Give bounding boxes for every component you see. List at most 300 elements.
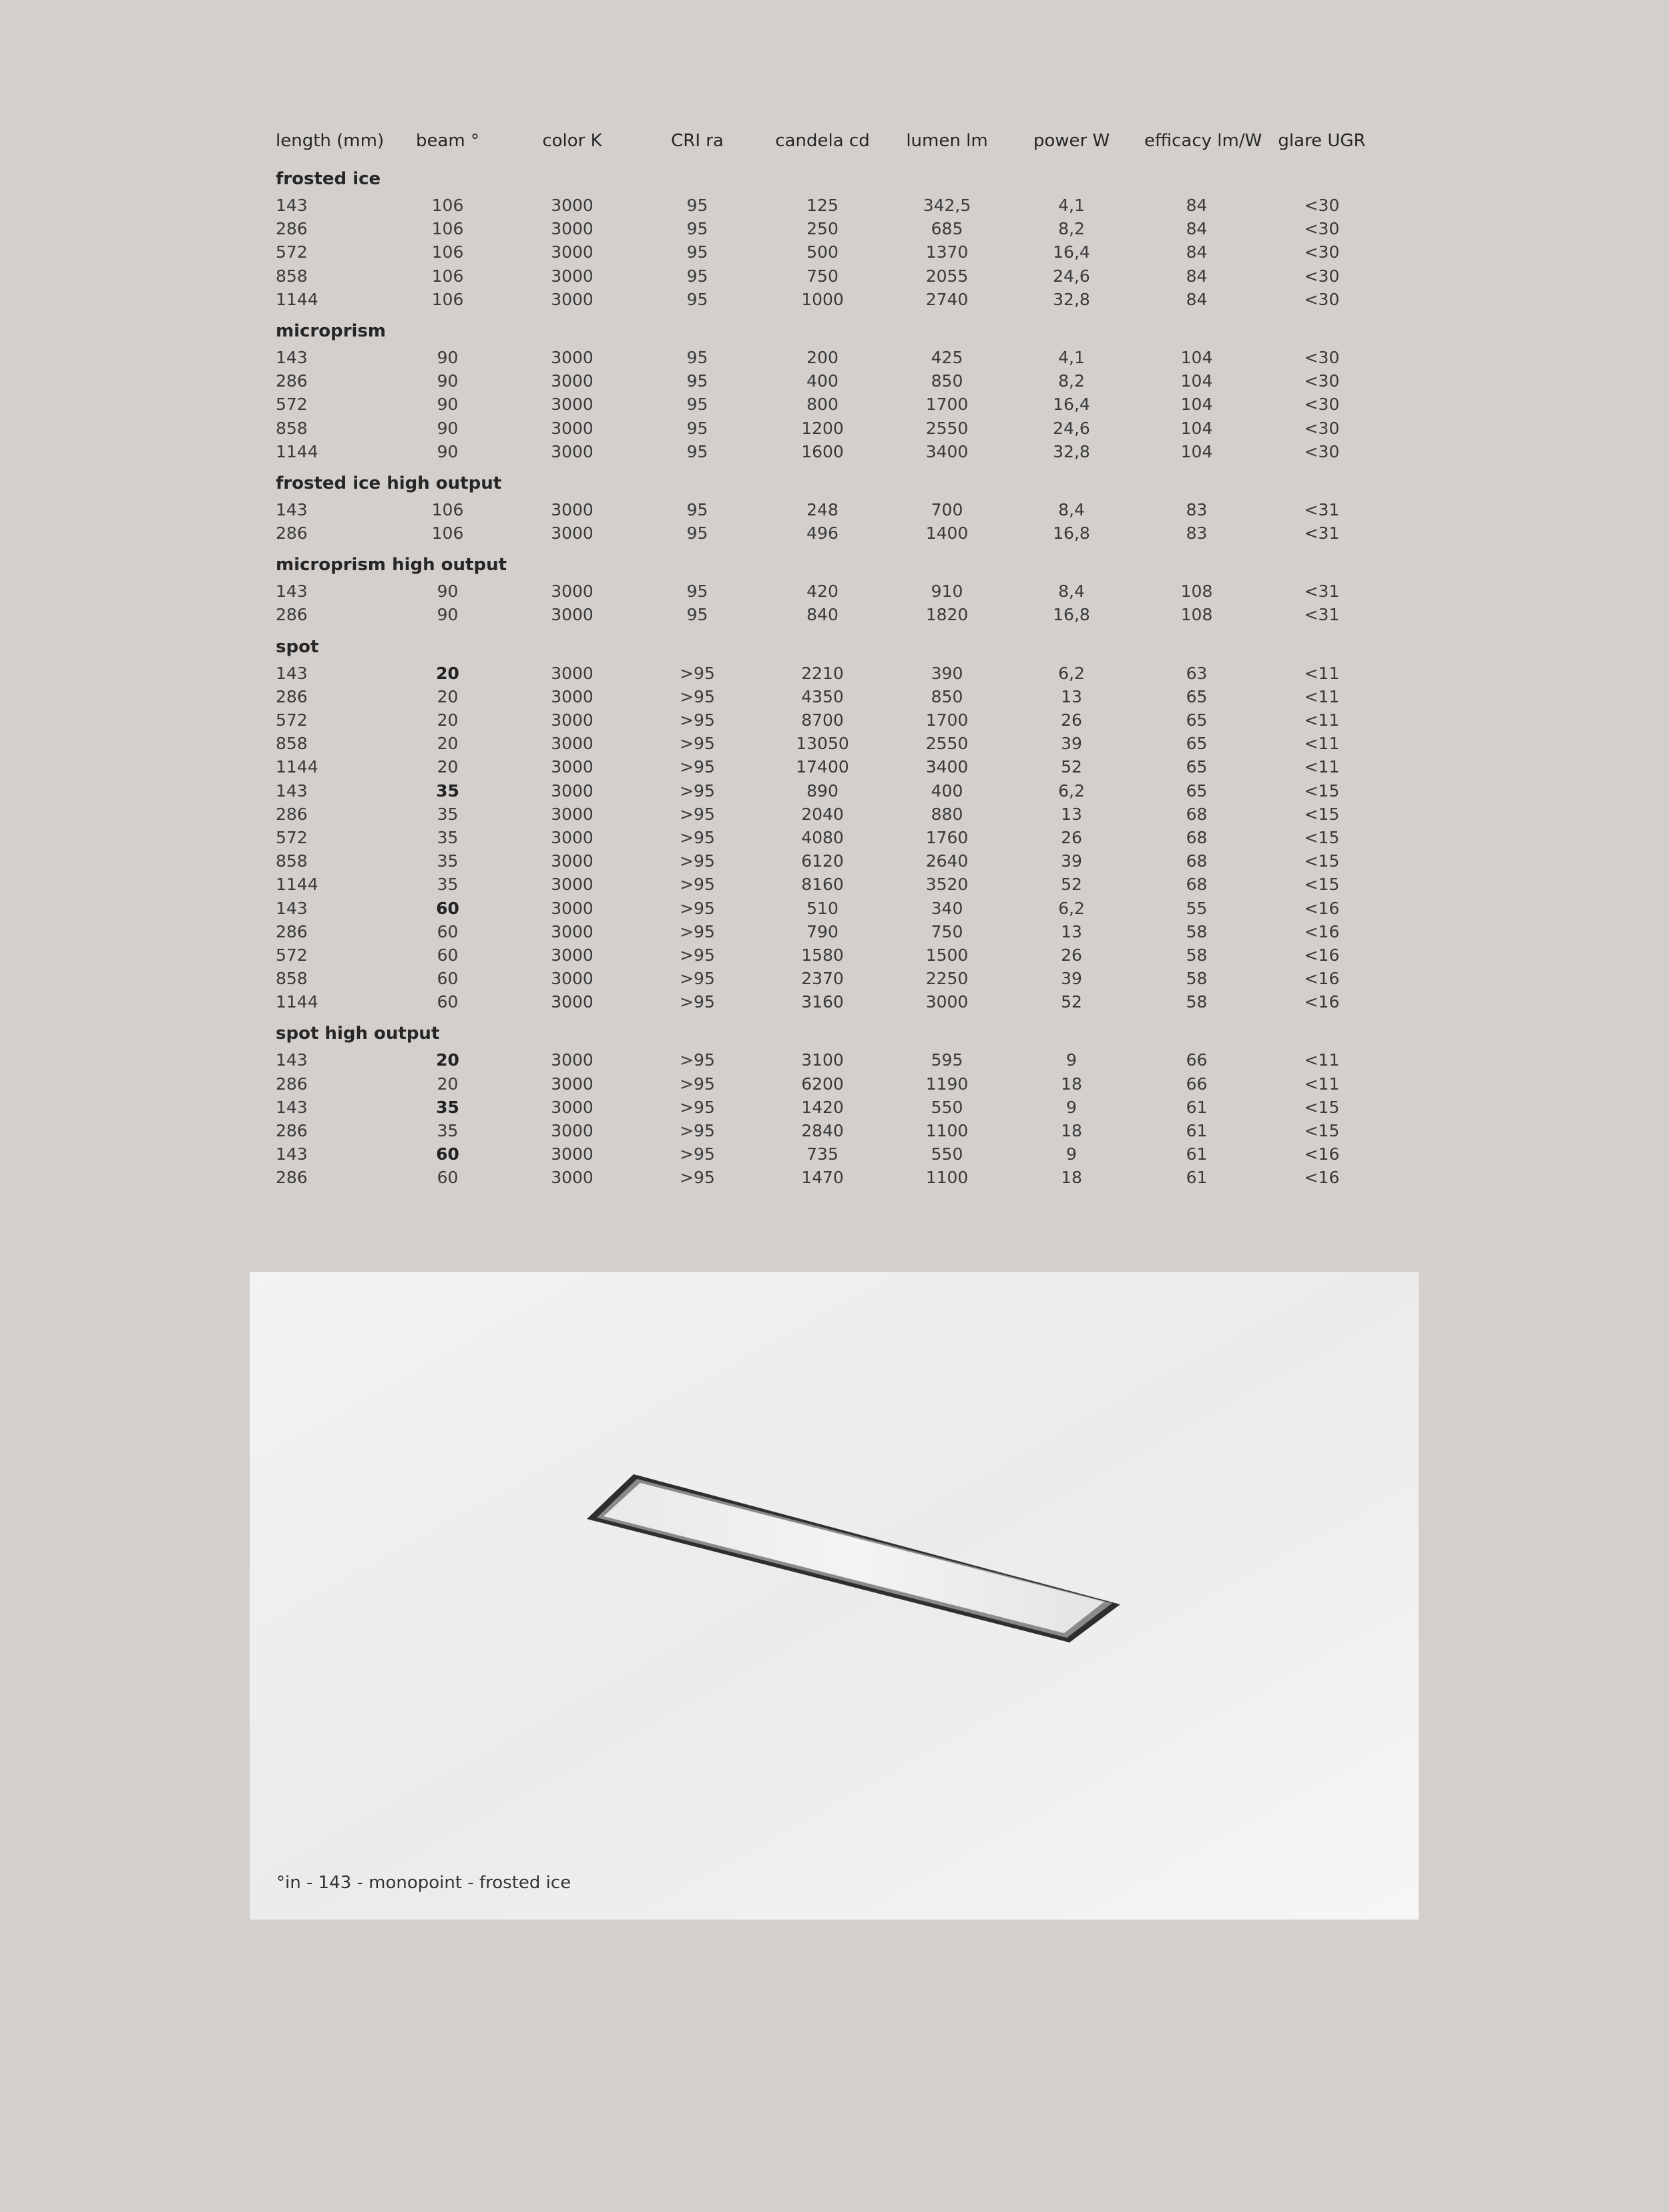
table-cell: 496 — [806, 523, 839, 543]
table-cell: 3000 — [551, 686, 593, 706]
table-cell: 3000 — [551, 289, 593, 309]
table-cell: 3400 — [925, 757, 969, 777]
table-cell: 6120 — [801, 851, 844, 871]
table-cell: 340 — [931, 898, 963, 918]
table-cell: >95 — [680, 1144, 715, 1164]
table-cell: 60 — [436, 1144, 459, 1164]
table-cell: <15 — [1304, 827, 1340, 847]
table-cell: 390 — [931, 663, 963, 683]
table-row — [276, 1096, 1391, 1119]
table-cell: <11 — [1304, 1050, 1340, 1070]
table-cell: 2550 — [925, 418, 969, 438]
table-cell: 8,2 — [1058, 371, 1085, 391]
table-cell: 425 — [931, 347, 963, 367]
table-cell: 700 — [931, 499, 963, 519]
table-cell: 3000 — [925, 992, 969, 1012]
table-cell: <30 — [1304, 371, 1340, 391]
table-cell: 572 — [276, 242, 308, 262]
photo-caption: °in - 143 - monopoint - frosted ice — [276, 1873, 571, 1893]
table-cell: 286 — [276, 371, 308, 391]
table-cell: 3520 — [925, 875, 969, 895]
luminaire-illustration — [250, 1272, 1419, 1920]
group-title: spot — [276, 636, 319, 657]
table-cell: 3000 — [551, 945, 593, 965]
table-cell: 3000 — [551, 418, 593, 438]
table-cell: 61 — [1186, 1168, 1208, 1188]
group-title: microprism — [276, 320, 387, 341]
table-row — [276, 920, 1391, 943]
table-row — [276, 1048, 1391, 1072]
table-body — [276, 167, 1391, 1190]
table-cell: 63 — [1186, 663, 1208, 683]
table-cell: <16 — [1304, 921, 1340, 941]
table-cell: 13 — [1061, 804, 1082, 824]
table-row — [276, 685, 1391, 708]
column-header: color K — [542, 131, 602, 151]
table-cell: 1144 — [276, 289, 318, 309]
table-cell: <11 — [1304, 757, 1340, 777]
table-cell: 3000 — [551, 851, 593, 871]
table-cell: 95 — [686, 196, 708, 215]
table-cell: >95 — [680, 734, 715, 754]
table-cell: 13 — [1061, 686, 1082, 706]
table-cell: 3000 — [551, 827, 593, 847]
table-cell: 3000 — [551, 441, 593, 461]
table-cell: 95 — [686, 605, 708, 625]
table-cell: 2210 — [801, 663, 844, 683]
table-cell: 750 — [806, 266, 839, 286]
table-cell: 8700 — [801, 710, 844, 730]
table-cell: 3000 — [551, 804, 593, 824]
spec-table — [276, 126, 1391, 1190]
table-cell: 750 — [931, 921, 963, 941]
column-header: lumen lm — [906, 131, 988, 151]
table-cell: 572 — [276, 945, 308, 965]
table-cell: 858 — [276, 851, 308, 871]
table-cell: 20 — [437, 710, 459, 730]
table-cell: 1000 — [801, 289, 844, 309]
table-cell: 143 — [276, 1050, 308, 1070]
table-cell: 3000 — [551, 266, 593, 286]
table-cell: 550 — [931, 1097, 963, 1117]
table-cell: 3000 — [551, 781, 593, 801]
table-cell: >95 — [680, 969, 715, 989]
table-row — [276, 369, 1391, 393]
table-cell: 58 — [1186, 945, 1208, 965]
table-cell: 1760 — [925, 827, 969, 847]
table-cell: 685 — [931, 219, 963, 239]
table-cell: 104 — [1180, 441, 1213, 461]
table-cell: 1144 — [276, 757, 318, 777]
table-cell: 6,2 — [1058, 663, 1085, 683]
table-cell: 9 — [1066, 1144, 1077, 1164]
table-cell: 572 — [276, 395, 308, 415]
table-cell: 2640 — [925, 851, 969, 871]
table-cell: <15 — [1304, 875, 1340, 895]
table-cell: <30 — [1304, 418, 1340, 438]
table-cell: 143 — [276, 196, 308, 215]
table-cell: <15 — [1304, 804, 1340, 824]
table-cell: 90 — [437, 582, 459, 602]
table-cell: 52 — [1061, 757, 1082, 777]
table-cell: 2040 — [801, 804, 844, 824]
table-row — [276, 603, 1391, 626]
table-cell: 84 — [1186, 242, 1208, 262]
table-cell: 65 — [1186, 686, 1208, 706]
table-cell: 35 — [437, 827, 459, 847]
table-cell: 95 — [686, 289, 708, 309]
table-cell: 35 — [437, 804, 459, 824]
table-cell: <16 — [1304, 898, 1340, 918]
table-cell: 90 — [437, 605, 459, 625]
table-cell: 286 — [276, 1121, 308, 1140]
table-cell: 18 — [1061, 1074, 1082, 1094]
table-cell: >95 — [680, 1121, 715, 1140]
table-cell: 8,2 — [1058, 219, 1085, 239]
table-cell: 90 — [437, 441, 459, 461]
table-row — [276, 1166, 1391, 1189]
table-row — [276, 755, 1391, 779]
table-cell: 58 — [1186, 921, 1208, 941]
table-cell: 106 — [431, 499, 464, 519]
table-cell: >95 — [680, 875, 715, 895]
table-header — [276, 126, 1391, 156]
table-cell: 24,6 — [1053, 266, 1090, 286]
table-cell: 572 — [276, 827, 308, 847]
table-cell: 13 — [1061, 921, 1082, 941]
table-cell: 248 — [806, 499, 839, 519]
table-cell: 3000 — [551, 196, 593, 215]
table-cell: >95 — [680, 663, 715, 683]
table-cell: >95 — [680, 710, 715, 730]
table-cell: 20 — [437, 757, 459, 777]
table-cell: 1500 — [925, 945, 969, 965]
table-cell: 500 — [806, 242, 839, 262]
column-header: CRI ra — [671, 131, 724, 151]
table-cell: 16,8 — [1053, 523, 1090, 543]
table-cell: 84 — [1186, 219, 1208, 239]
table-cell: 1200 — [801, 418, 844, 438]
table-cell: >95 — [680, 781, 715, 801]
table-cell: 286 — [276, 1074, 308, 1094]
table-cell: 17400 — [796, 757, 849, 777]
table-cell: 800 — [806, 395, 839, 415]
table-cell: 68 — [1186, 804, 1208, 824]
table-row — [276, 990, 1391, 1014]
table-cell: 6,2 — [1058, 898, 1085, 918]
table-cell: 60 — [437, 945, 459, 965]
table-cell: <16 — [1304, 1168, 1340, 1188]
table-cell: 24,6 — [1053, 418, 1090, 438]
table-cell: 84 — [1186, 196, 1208, 215]
table-cell: <31 — [1304, 582, 1340, 602]
table-cell: <31 — [1304, 605, 1340, 625]
table-cell: 3000 — [551, 663, 593, 683]
table-cell: 1190 — [925, 1074, 969, 1094]
table-cell: 3000 — [551, 1050, 593, 1070]
table-cell: <15 — [1304, 851, 1340, 871]
table-cell: 3000 — [551, 347, 593, 367]
table-cell: <15 — [1304, 1121, 1340, 1140]
table-cell: 4,1 — [1058, 347, 1085, 367]
table-cell: 20 — [437, 1074, 459, 1094]
table-cell: 95 — [686, 441, 708, 461]
table-row — [276, 826, 1391, 849]
table-cell: 60 — [437, 992, 459, 1012]
group-title: frosted ice high output — [276, 473, 502, 493]
table-cell: 143 — [276, 663, 308, 683]
table-cell: 3000 — [551, 242, 593, 262]
table-cell: 1400 — [925, 523, 969, 543]
table-cell: 3000 — [551, 605, 593, 625]
table-row — [276, 521, 1391, 545]
table-cell: 16,4 — [1053, 395, 1090, 415]
table-cell: 35 — [437, 1121, 459, 1140]
table-cell: 95 — [686, 418, 708, 438]
table-cell: 60 — [437, 921, 459, 941]
table-cell: 90 — [437, 418, 459, 438]
table-cell: >95 — [680, 898, 715, 918]
table-cell: 20 — [437, 734, 459, 754]
table-cell: 858 — [276, 734, 308, 754]
table-row — [276, 217, 1391, 240]
group-title: frosted ice — [276, 169, 381, 189]
table-row — [276, 393, 1391, 416]
table-cell: 106 — [431, 289, 464, 309]
table-cell: 1470 — [801, 1168, 844, 1188]
table-cell: 68 — [1186, 851, 1208, 871]
table-cell: 2250 — [925, 969, 969, 989]
table-cell: 20 — [437, 686, 459, 706]
table-cell: 61 — [1186, 1144, 1208, 1164]
column-header: candela cd — [775, 131, 870, 151]
table-cell: 850 — [931, 371, 963, 391]
table-cell: 61 — [1186, 1097, 1208, 1117]
table-cell: 840 — [806, 605, 839, 625]
column-header: length (mm) — [276, 131, 385, 151]
table-cell: 106 — [431, 242, 464, 262]
table-cell: 8,4 — [1058, 582, 1085, 602]
group-title: spot high output — [276, 1024, 440, 1044]
table-cell: 83 — [1186, 523, 1208, 543]
table-cell: 68 — [1186, 875, 1208, 895]
table-row — [276, 194, 1391, 217]
table-cell: 286 — [276, 921, 308, 941]
table-cell: >95 — [680, 1074, 715, 1094]
table-cell: 3400 — [925, 441, 969, 461]
table-cell: 108 — [1180, 582, 1213, 602]
table-cell: 84 — [1186, 289, 1208, 309]
table-cell: <11 — [1304, 686, 1340, 706]
table-row — [276, 897, 1391, 920]
table-cell: >95 — [680, 686, 715, 706]
table-cell: 143 — [276, 898, 308, 918]
table-cell: 1820 — [925, 605, 969, 625]
table-cell: 143 — [276, 499, 308, 519]
table-cell: >95 — [680, 921, 715, 941]
table-cell: 2370 — [801, 969, 844, 989]
table-cell: 890 — [806, 781, 839, 801]
table-row — [276, 732, 1391, 755]
table-cell: 39 — [1061, 851, 1082, 871]
table-cell: 1600 — [801, 441, 844, 461]
table-cell: 880 — [931, 804, 963, 824]
table-cell: 595 — [931, 1050, 963, 1070]
table-cell: <30 — [1304, 266, 1340, 286]
table-cell: 16,8 — [1053, 605, 1090, 625]
table-cell: 106 — [431, 219, 464, 239]
table-cell: <30 — [1304, 219, 1340, 239]
table-cell: 3000 — [551, 582, 593, 602]
group-title: microprism high output — [276, 555, 507, 576]
table-cell: 2055 — [925, 266, 969, 286]
table-cell: 3000 — [551, 523, 593, 543]
table-cell: 61 — [1186, 1121, 1208, 1140]
table-cell: 1100 — [925, 1168, 969, 1188]
table-row — [276, 264, 1391, 288]
table-cell: >95 — [680, 1097, 715, 1117]
table-row — [276, 498, 1391, 521]
table-cell: 18 — [1061, 1168, 1082, 1188]
table-cell: 52 — [1061, 875, 1082, 895]
table-row — [276, 967, 1391, 990]
table-cell: 1144 — [276, 875, 318, 895]
table-cell: 104 — [1180, 395, 1213, 415]
table-cell: 83 — [1186, 499, 1208, 519]
column-header: power W — [1033, 131, 1110, 151]
table-cell: 20 — [436, 1050, 459, 1070]
table-cell: 572 — [276, 710, 308, 730]
table-cell: 1144 — [276, 992, 318, 1012]
table-row — [276, 240, 1391, 264]
table-cell: 95 — [686, 499, 708, 519]
table-cell: 90 — [437, 395, 459, 415]
table-cell: 65 — [1186, 710, 1208, 730]
table-cell: 735 — [806, 1144, 839, 1164]
table-cell: 3160 — [801, 992, 844, 1012]
table-cell: 58 — [1186, 969, 1208, 989]
table-cell: 104 — [1180, 347, 1213, 367]
table-cell: 3000 — [551, 219, 593, 239]
table-cell: 3000 — [551, 371, 593, 391]
table-cell: 400 — [806, 371, 839, 391]
table-cell: 1580 — [801, 945, 844, 965]
table-cell: 143 — [276, 1097, 308, 1117]
table-cell: 6,2 — [1058, 781, 1085, 801]
table-cell: 65 — [1186, 757, 1208, 777]
table-cell: 35 — [436, 781, 459, 801]
table-cell: 125 — [806, 196, 839, 215]
table-cell: 286 — [276, 219, 308, 239]
table-cell: 60 — [437, 969, 459, 989]
table-cell: 95 — [686, 266, 708, 286]
table-cell: 286 — [276, 1168, 308, 1188]
table-cell: 790 — [806, 921, 839, 941]
table-cell: <16 — [1304, 1144, 1340, 1164]
table-cell: 143 — [276, 582, 308, 602]
table-cell: 35 — [437, 875, 459, 895]
table-cell: 910 — [931, 582, 963, 602]
table-cell: 286 — [276, 686, 308, 706]
table-cell: 3100 — [801, 1050, 844, 1070]
table-cell: 95 — [686, 395, 708, 415]
table-cell: <31 — [1304, 523, 1340, 543]
table-cell: 420 — [806, 582, 839, 602]
column-header: efficacy lm/W — [1144, 131, 1262, 151]
table-cell: >95 — [680, 851, 715, 871]
table-cell: 858 — [276, 969, 308, 989]
table-row — [276, 849, 1391, 873]
table-cell: <31 — [1304, 499, 1340, 519]
table-row — [276, 1072, 1391, 1096]
table-cell: 3000 — [551, 921, 593, 941]
product-photo — [250, 1272, 1419, 1920]
table-cell: <15 — [1304, 1097, 1340, 1117]
table-cell: 32,8 — [1053, 289, 1090, 309]
table-cell: 143 — [276, 781, 308, 801]
table-cell: 35 — [436, 1097, 459, 1117]
table-cell: <30 — [1304, 395, 1340, 415]
table-cell: 55 — [1186, 898, 1208, 918]
table-cell: 3000 — [551, 1168, 593, 1188]
table-cell: 200 — [806, 347, 839, 367]
table-row — [276, 440, 1391, 463]
table-cell: <16 — [1304, 969, 1340, 989]
table-cell: >95 — [680, 992, 715, 1012]
table-cell: <16 — [1304, 992, 1340, 1012]
table-row — [276, 1119, 1391, 1142]
table-cell: 26 — [1061, 945, 1082, 965]
table-cell: 20 — [436, 663, 459, 683]
table-row — [276, 779, 1391, 803]
table-cell: 106 — [431, 523, 464, 543]
table-cell: <30 — [1304, 196, 1340, 215]
table-cell: 4,1 — [1058, 196, 1085, 215]
table-cell: 3000 — [551, 875, 593, 895]
table-cell: 35 — [437, 851, 459, 871]
table-cell: 400 — [931, 781, 963, 801]
table-row — [276, 580, 1391, 603]
table-cell: 858 — [276, 266, 308, 286]
table-cell: <15 — [1304, 781, 1340, 801]
table-cell: 13050 — [796, 734, 849, 754]
table-row — [276, 873, 1391, 896]
table-cell: 4080 — [801, 827, 844, 847]
table-cell: 1100 — [925, 1121, 969, 1140]
table-cell: 26 — [1061, 827, 1082, 847]
table-cell: 52 — [1061, 992, 1082, 1012]
table-cell: 95 — [686, 371, 708, 391]
table-cell: 104 — [1180, 418, 1213, 438]
table-cell: 66 — [1186, 1050, 1208, 1070]
table-cell: 3000 — [551, 1097, 593, 1117]
table-cell: 90 — [437, 371, 459, 391]
table-cell: 3000 — [551, 1121, 593, 1140]
table-cell: 84 — [1186, 266, 1208, 286]
table-cell: 60 — [436, 898, 459, 918]
table-cell: 3000 — [551, 757, 593, 777]
table-cell: 32,8 — [1053, 441, 1090, 461]
table-cell: >95 — [680, 1168, 715, 1188]
table-row — [276, 803, 1391, 826]
table-cell: 342,5 — [923, 196, 971, 215]
table-cell: 106 — [431, 196, 464, 215]
table-cell: 95 — [686, 242, 708, 262]
table-cell: 65 — [1186, 781, 1208, 801]
table-cell: 108 — [1180, 605, 1213, 625]
table-cell: 65 — [1186, 734, 1208, 754]
table-cell: 286 — [276, 523, 308, 543]
